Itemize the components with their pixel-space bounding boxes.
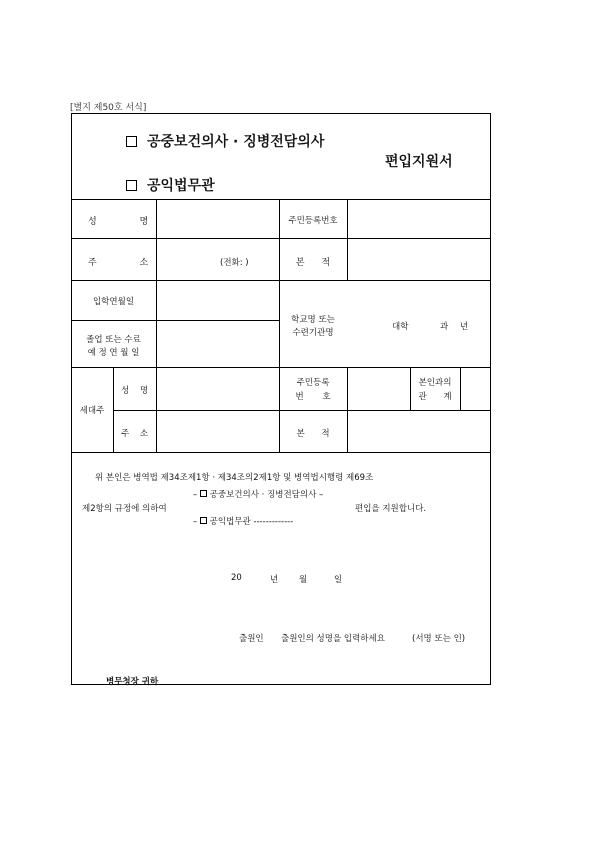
householder-resident-label-line2: 번 호 bbox=[295, 392, 331, 402]
date-year-label: 년 bbox=[270, 575, 279, 585]
name-field[interactable] bbox=[158, 201, 277, 236]
row-divider bbox=[113, 410, 491, 411]
form-title: 편입지원서 bbox=[385, 154, 453, 170]
title-option-doctor-label: 공중보건의사 · 징병전담의사 bbox=[147, 134, 325, 150]
column-divider bbox=[410, 367, 411, 410]
graduation-label-line2: 예 정 연 월 일 bbox=[87, 348, 140, 358]
column-divider bbox=[156, 280, 157, 367]
checkbox-doctor[interactable] bbox=[126, 136, 137, 147]
householder-name-field[interactable] bbox=[158, 369, 277, 408]
domicile-label: 본 적 bbox=[295, 258, 331, 268]
relation-label-line2: 관 계 bbox=[418, 392, 452, 402]
column-divider bbox=[156, 199, 157, 280]
householder-address-label: 주 소 bbox=[120, 429, 149, 439]
graduation-label-line1: 졸업 또는 수료 bbox=[86, 335, 141, 345]
statement-option-doctor-label: 공중보건의사 · 징병전담의사 bbox=[209, 490, 317, 500]
column-divider bbox=[113, 367, 114, 452]
year-label: 년 bbox=[460, 322, 469, 332]
applicant-label: 출원인 bbox=[239, 634, 264, 644]
statement-option-lawyer-label: 공익법무관 bbox=[209, 517, 251, 527]
addressee: 병무청장 귀하 bbox=[106, 677, 159, 687]
graduation-date-field[interactable] bbox=[158, 322, 277, 365]
relation-label-line1: 본인과의 bbox=[418, 378, 452, 388]
row-divider bbox=[71, 367, 491, 368]
name-label: 성 명 bbox=[88, 217, 149, 227]
resident-number-field[interactable] bbox=[349, 201, 489, 236]
column-divider bbox=[347, 199, 348, 280]
school-name-label-line2: 수련기관명 bbox=[292, 328, 334, 338]
column-divider bbox=[347, 367, 348, 452]
row-divider bbox=[71, 199, 491, 200]
column-divider bbox=[460, 367, 461, 410]
domicile-field[interactable] bbox=[349, 240, 489, 278]
householder-address-field[interactable] bbox=[158, 412, 277, 450]
admission-date-label: 입학연월일 bbox=[92, 297, 135, 307]
statement-checkbox-doctor[interactable] bbox=[200, 490, 207, 497]
phone-label: (전화: ) bbox=[220, 258, 249, 268]
householder-label: 세대주 bbox=[79, 406, 105, 416]
date-year-field[interactable] bbox=[245, 570, 265, 584]
householder-domicile-label: 본 적 bbox=[296, 429, 330, 439]
date-day-field[interactable] bbox=[311, 570, 331, 584]
statement-option-lawyer-dashes: ------------- bbox=[253, 517, 294, 527]
statement-line2-left: 제2항의 규정에 의하여 bbox=[82, 504, 167, 514]
form-reference: [별지 제50호 서식] bbox=[70, 103, 147, 113]
statement-option-doctor[interactable]: – 공중보건의사 · 징병전담의사 – bbox=[193, 490, 324, 500]
department-label: 과 bbox=[440, 322, 449, 332]
statement-line1: 위 본인은 병역법 제34조제1항 · 제34조의2제1항 및 병역법시행령 제69조 bbox=[95, 473, 374, 483]
address-field[interactable] bbox=[158, 240, 213, 278]
row-divider bbox=[71, 238, 491, 239]
applicant-name-input[interactable]: 출원인의 성명을 입력하세요 bbox=[281, 634, 385, 644]
householder-domicile-field[interactable] bbox=[349, 412, 489, 450]
relation-field[interactable] bbox=[462, 369, 489, 408]
title-option-lawyer-label: 공익법무관 bbox=[147, 178, 215, 194]
row-divider bbox=[71, 320, 279, 321]
row-divider bbox=[71, 280, 491, 281]
row-divider bbox=[71, 452, 491, 453]
statement-option-lawyer[interactable]: – 공익법무관 ------------- bbox=[193, 517, 294, 527]
householder-resident-field[interactable] bbox=[349, 369, 408, 408]
signature-note: (서명 또는 인) bbox=[412, 634, 466, 644]
school-name-label-line1: 학교명 또는 bbox=[291, 315, 335, 325]
statement-checkbox-lawyer[interactable] bbox=[200, 517, 207, 524]
address-label: 주 소 bbox=[88, 258, 149, 268]
title-option-doctor[interactable] bbox=[126, 131, 324, 151]
university-label: 대학 bbox=[392, 322, 409, 332]
admission-date-field[interactable] bbox=[158, 282, 277, 318]
householder-name-label: 성 명 bbox=[120, 386, 149, 396]
title-option-lawyer[interactable] bbox=[126, 175, 215, 195]
householder-resident-label-line1: 주민등록 bbox=[296, 378, 330, 388]
date-month-label: 월 bbox=[299, 575, 308, 585]
statement-line2-right: 편입을 지원합니다. bbox=[355, 504, 427, 514]
date-day-label: 일 bbox=[334, 575, 343, 585]
resident-number-label: 주민등록번호 bbox=[288, 216, 338, 226]
date-year-prefix: 20 bbox=[231, 573, 242, 583]
column-divider bbox=[156, 367, 157, 452]
date-month-field[interactable] bbox=[281, 570, 296, 584]
checkbox-lawyer[interactable] bbox=[126, 180, 137, 191]
